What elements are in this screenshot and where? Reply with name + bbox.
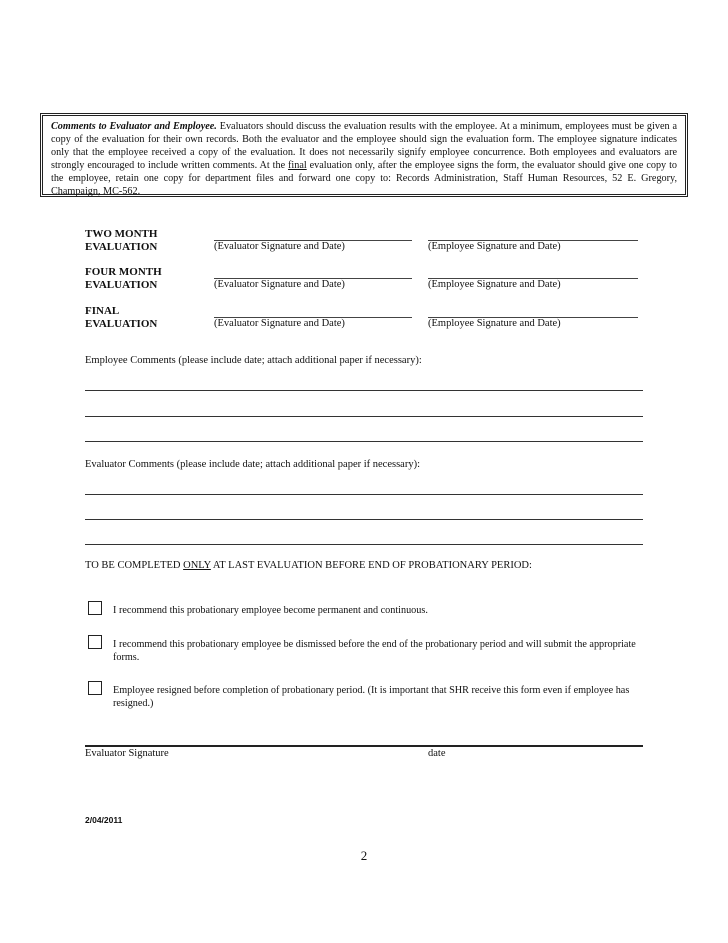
evaluator-comment-line[interactable]: [85, 494, 643, 495]
instructions-text-part-2: evaluation only, after the employee signs the form, the evaluator should give one copy to the employee, retain one copy for department files and forward one copy to: Records Administration, Staff Human Resources, 52 E. Gregory, Champaign, MC-562.: [51, 160, 677, 197]
employee-comment-line[interactable]: [85, 416, 643, 417]
evaluator-comment-line[interactable]: [85, 519, 643, 520]
final-signature-line[interactable]: [85, 745, 643, 747]
evaluation-title-line-1: FINAL: [85, 305, 120, 317]
employee-resigned-checkbox[interactable]: [88, 681, 102, 695]
evaluator-signature-caption: (Evaluator Signature and Date): [214, 279, 345, 290]
employee-signature-caption: (Employee Signature and Date): [428, 279, 561, 290]
recommend-dismissal-label: I recommend this probationary employee be dismissed before the end of the probationary period and will submit the appropriate forms.: [113, 639, 636, 663]
evaluator-signature-caption: (Evaluator Signature and Date): [214, 318, 345, 329]
document-date: 2/04/2011: [85, 815, 123, 825]
employee-comments-label: Employee Comments (please include date; attach additional paper if necessary):: [85, 355, 422, 366]
recommend-permanent-label: I recommend this probationary employee become permanent and continuous.: [113, 605, 428, 616]
instructions-box: [40, 113, 688, 197]
four-month-evaluation-row: [85, 266, 645, 296]
instructions-final-word: final: [288, 160, 307, 171]
probation-heading: TO BE COMPLETED ONLY AT LAST EVALUATION BEFORE END OF PROBATIONARY PERIOD:: [85, 560, 532, 571]
evaluation-title-line-2: EVALUATION: [85, 318, 158, 330]
evaluator-signature-caption: (Evaluator Signature and Date): [214, 241, 345, 252]
signature-date-label: date: [428, 748, 446, 759]
evaluation-title-line-1: FOUR MONTH: [85, 266, 162, 278]
evaluation-title: [85, 305, 205, 331]
evaluator-comment-line[interactable]: [85, 544, 643, 545]
recommend-dismissal-checkbox[interactable]: [88, 635, 102, 649]
evaluation-title-line-2: EVALUATION: [85, 241, 158, 253]
two-month-evaluation-row: [85, 228, 645, 258]
evaluation-title-line-1: TWO MONTH: [85, 228, 158, 240]
page-number: 2: [360, 848, 368, 863]
employee-comment-line[interactable]: [85, 441, 643, 442]
evaluator-comments-label: Evaluator Comments (please include date; attach additional paper if necessary):: [85, 459, 420, 470]
instructions-heading: Comments to Evaluator and Employee.: [51, 121, 217, 132]
evaluation-title-line-2: EVALUATION: [85, 279, 158, 291]
evaluation-title: [85, 266, 205, 292]
employee-resigned-label: Employee resigned before completion of probationary period. (It is important that SHR receive this form even if employee has resigned.): [113, 685, 630, 709]
employee-signature-caption: (Employee Signature and Date): [428, 318, 561, 329]
recommend-permanent-checkbox[interactable]: [88, 601, 102, 615]
instructions-text-part-1: Evaluators should discuss the evaluation results with the employee. At a minimum, employees must be given a copy of the evaluation for their own records. Both the evaluator and the employee should sign the evaluation form. The employee signature indicates only that the employee received a copy of the evaluation. It does not necessarily signify employee concurrence. Both employees and evaluators are strongly encouraged to include written comments. At the: [51, 121, 677, 171]
evaluation-title: [85, 228, 205, 254]
final-evaluation-row: [85, 305, 645, 335]
probation-only-word: ONLY: [183, 560, 211, 571]
employee-signature-caption: (Employee Signature and Date): [428, 241, 561, 252]
evaluator-signature-label: Evaluator Signature: [85, 748, 169, 759]
employee-comment-line[interactable]: [85, 390, 643, 391]
